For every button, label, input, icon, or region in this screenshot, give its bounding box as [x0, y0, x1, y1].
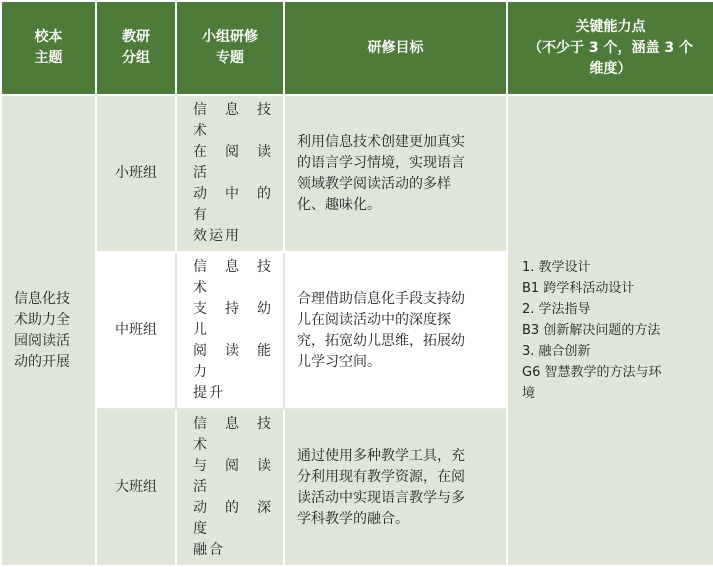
- header-text: 专题: [216, 50, 244, 66]
- header-text: 小组研修: [202, 29, 258, 45]
- skill-text: B3 创新解决问题的方法: [522, 323, 661, 338]
- focus-text: 支 持 幼 儿: [193, 301, 273, 338]
- focus-text: 在 阅 读 活: [193, 144, 273, 181]
- school-topic-cell: [1, 95, 96, 566]
- skill-text: 2. 学法指导: [522, 302, 591, 317]
- goal-text: 儿在阅读活动中的深度探: [297, 311, 451, 328]
- header-text: 维度）: [589, 60, 632, 77]
- focus-text: 提升: [193, 385, 225, 401]
- skill-text: 境: [522, 386, 536, 401]
- header-text: 主题: [34, 50, 63, 66]
- header-text: 教研: [122, 29, 150, 45]
- focus-cell: [176, 95, 284, 252]
- goal-text: 通过使用多种教学工具，充: [297, 447, 465, 464]
- focus-text: 信 息 技 术: [193, 102, 273, 139]
- header-key-competencies: [507, 1, 713, 95]
- header-text: 研修目标: [367, 39, 424, 56]
- goal-text: 的语言学习情境，实现语言: [297, 154, 465, 171]
- focus-text: 效运用: [193, 228, 241, 244]
- goal-text: 读活动中实现语言教学与多: [297, 489, 465, 506]
- topic-text: 信息化技: [14, 290, 70, 307]
- table-row: [1, 95, 713, 252]
- header-text: 校本: [34, 29, 63, 45]
- header-text: 分组: [122, 50, 150, 66]
- goal-text: 利用信息技术创建更加真实: [297, 133, 465, 150]
- goal-text: 化、趣味化。: [297, 196, 381, 213]
- header-row: [1, 1, 713, 95]
- header-group-topic: [176, 1, 284, 95]
- goal-text: 学科教学的融合。: [297, 510, 409, 527]
- skill-text: 3. 融合创新: [522, 344, 591, 359]
- focus-cell: [176, 252, 284, 409]
- skill-text: B1 跨学科活动设计: [522, 281, 635, 296]
- goal-cell: [284, 95, 507, 252]
- goal-text: 合理借助信息化手段支持幼: [297, 290, 465, 307]
- focus-text: 阅 读 能 力: [193, 343, 273, 380]
- group-cell: 大班组: [96, 409, 176, 566]
- key-competencies-cell: [507, 95, 713, 566]
- group-cell: 小班组: [96, 95, 176, 252]
- group-cell: 中班组: [96, 252, 176, 409]
- focus-text: 融合: [193, 542, 225, 558]
- skill-text: G6 智慧教学的方法与环: [522, 365, 662, 380]
- goal-text: 分利用现有教学资源，在阅: [297, 468, 465, 485]
- focus-text: 动 中 的 有: [193, 186, 273, 223]
- focus-cell: [176, 409, 284, 566]
- skill-text: 1. 教学设计: [522, 260, 591, 275]
- focus-text: 与 阅 读 活: [193, 458, 273, 495]
- goal-text: 究，拓宽幼儿思维，拓展幼: [297, 332, 465, 349]
- goal-text: 领域教学阅读活动的多样: [297, 175, 451, 192]
- header-research-group: [96, 1, 176, 95]
- focus-text: 信 息 技 术: [193, 416, 273, 453]
- topic-text: 园阅读活: [14, 332, 70, 349]
- header-school-topic: [1, 1, 96, 95]
- focus-text: 动 的 深 度: [193, 500, 273, 537]
- topic-text: 动的开展: [14, 353, 70, 370]
- topic-text: 术助力全: [14, 311, 70, 328]
- header-training-goal: [284, 1, 507, 95]
- focus-text: 信 息 技 术: [193, 259, 273, 296]
- header-text: （不少于 3 个，涵盖 3 个: [528, 39, 693, 56]
- goal-text: 儿学习空间。: [297, 353, 381, 370]
- goal-cell: [284, 409, 507, 566]
- goal-cell: [284, 252, 507, 409]
- header-text: 关键能力点: [575, 18, 646, 35]
